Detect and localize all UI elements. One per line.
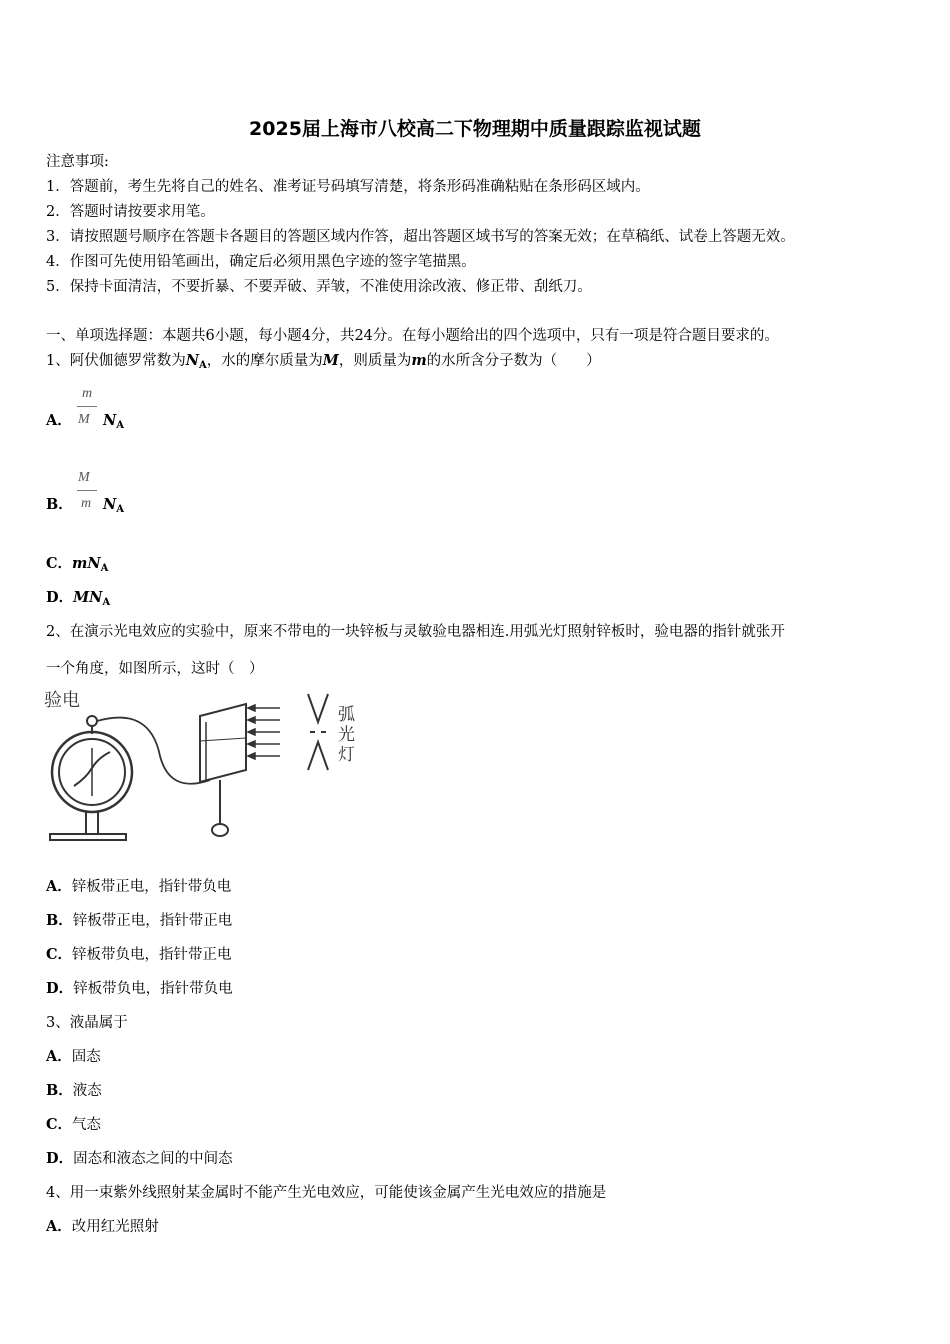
q3-option-d: D．固态和液态之间的中间态: [46, 1150, 233, 1167]
q1-a-numerator: m: [82, 386, 93, 401]
lamp-label-2: 光: [338, 725, 355, 745]
section-heading: 一、单项选择题：本题共6小题，每小题4分，共24分。在每小题给出的四个选项中，只有一项是符合题目要求的。: [46, 328, 779, 344]
q1-b-constant: $N_A$: [103, 496, 125, 515]
question-2-stem-line1: 2、在演示光电效应的实验中，原来不带电的一块锌板与灵敏验电器相连.用弧光灯照射锌板时，验电器的指针就张开: [46, 624, 785, 640]
q2-option-a: A．锌板带正电，指针带负电: [46, 878, 232, 895]
notice-item: 5．保持卡面清洁，不要折暴、不要弄破、弄皱，不准使用涂改液、修正带、刮纸刀。: [46, 279, 592, 295]
lamp-label-1: 弧: [338, 705, 355, 725]
q1-option-b-label: B．: [46, 496, 73, 513]
notice-heading: 注意事项:: [46, 154, 109, 170]
connecting-wire: [97, 718, 210, 784]
notice-item: 3．请按照题号顺序在答题卡各题目的答题区域内作答，超出答题区域书写的答案无效；在草稿纸、试卷上答题无效。: [46, 229, 795, 245]
zinc-plate: [200, 704, 246, 782]
question-1-stem: 1、阿伏伽德罗常数为$N_A$，水的摩尔质量为M，则质量为m的水所含分子数为（ ）: [46, 352, 601, 371]
notice-item: 1．答题前，考生先将自己的姓名、准考证号码填写清楚，将条形码准确粘贴在条形码区域内。: [46, 179, 650, 195]
question-2-stem-line2: 一个角度，如图所示，这时（ ）: [46, 661, 264, 677]
light-rays: [248, 705, 280, 759]
q2-option-c: C．锌板带负电，指针带正电: [46, 946, 232, 963]
arc-lamp: [308, 694, 328, 770]
fraction-bar: [77, 490, 97, 491]
q1-option-a-label: A．: [46, 412, 72, 429]
page-title: 2025届上海市八校高二下物理期中质量跟踪监视试题: [249, 118, 701, 140]
notice-item: 2．答题时请按要求用笔。: [46, 204, 215, 220]
notice-item: 4．作图可先使用铅笔画出，确定后必须用黑色字迹的签字笔描黑。: [46, 254, 476, 270]
question-3-stem: 3、液晶属于: [46, 1015, 128, 1031]
q2-option-b: B．锌板带正电，指针带正电: [46, 912, 233, 929]
q1-b-numerator: M: [78, 470, 90, 485]
plate-stand-base: [212, 824, 228, 836]
q4-option-a: A．改用红光照射: [46, 1218, 159, 1235]
q1-option-c: C．$mN_A$: [46, 555, 109, 574]
q3-option-c: C．气态: [46, 1116, 102, 1133]
q2-option-d: D．锌板带负电，指针带负电: [46, 980, 233, 997]
q1-option-d: D．$MN_A$: [46, 589, 111, 608]
photoelectric-figure: [40, 686, 370, 846]
figure-label-electroscope: 验电: [44, 690, 80, 711]
electroscope-base: [50, 834, 126, 840]
figure-drawing: [40, 686, 370, 846]
q1-a-denominator: M: [78, 412, 90, 427]
lamp-label-3: 灯: [338, 745, 355, 765]
question-4-stem: 4、用一束紫外线照射某金属时不能产生光电效应，可能使该金属产生光电效应的措施是: [46, 1185, 607, 1201]
fraction-bar: [77, 406, 97, 407]
q1-b-denominator: m: [81, 496, 92, 511]
q1-a-constant: $N_A$: [103, 412, 125, 431]
q3-option-b: B．液态: [46, 1082, 102, 1099]
electroscope-knob: [87, 716, 97, 726]
q3-option-a: A．固态: [46, 1048, 101, 1065]
